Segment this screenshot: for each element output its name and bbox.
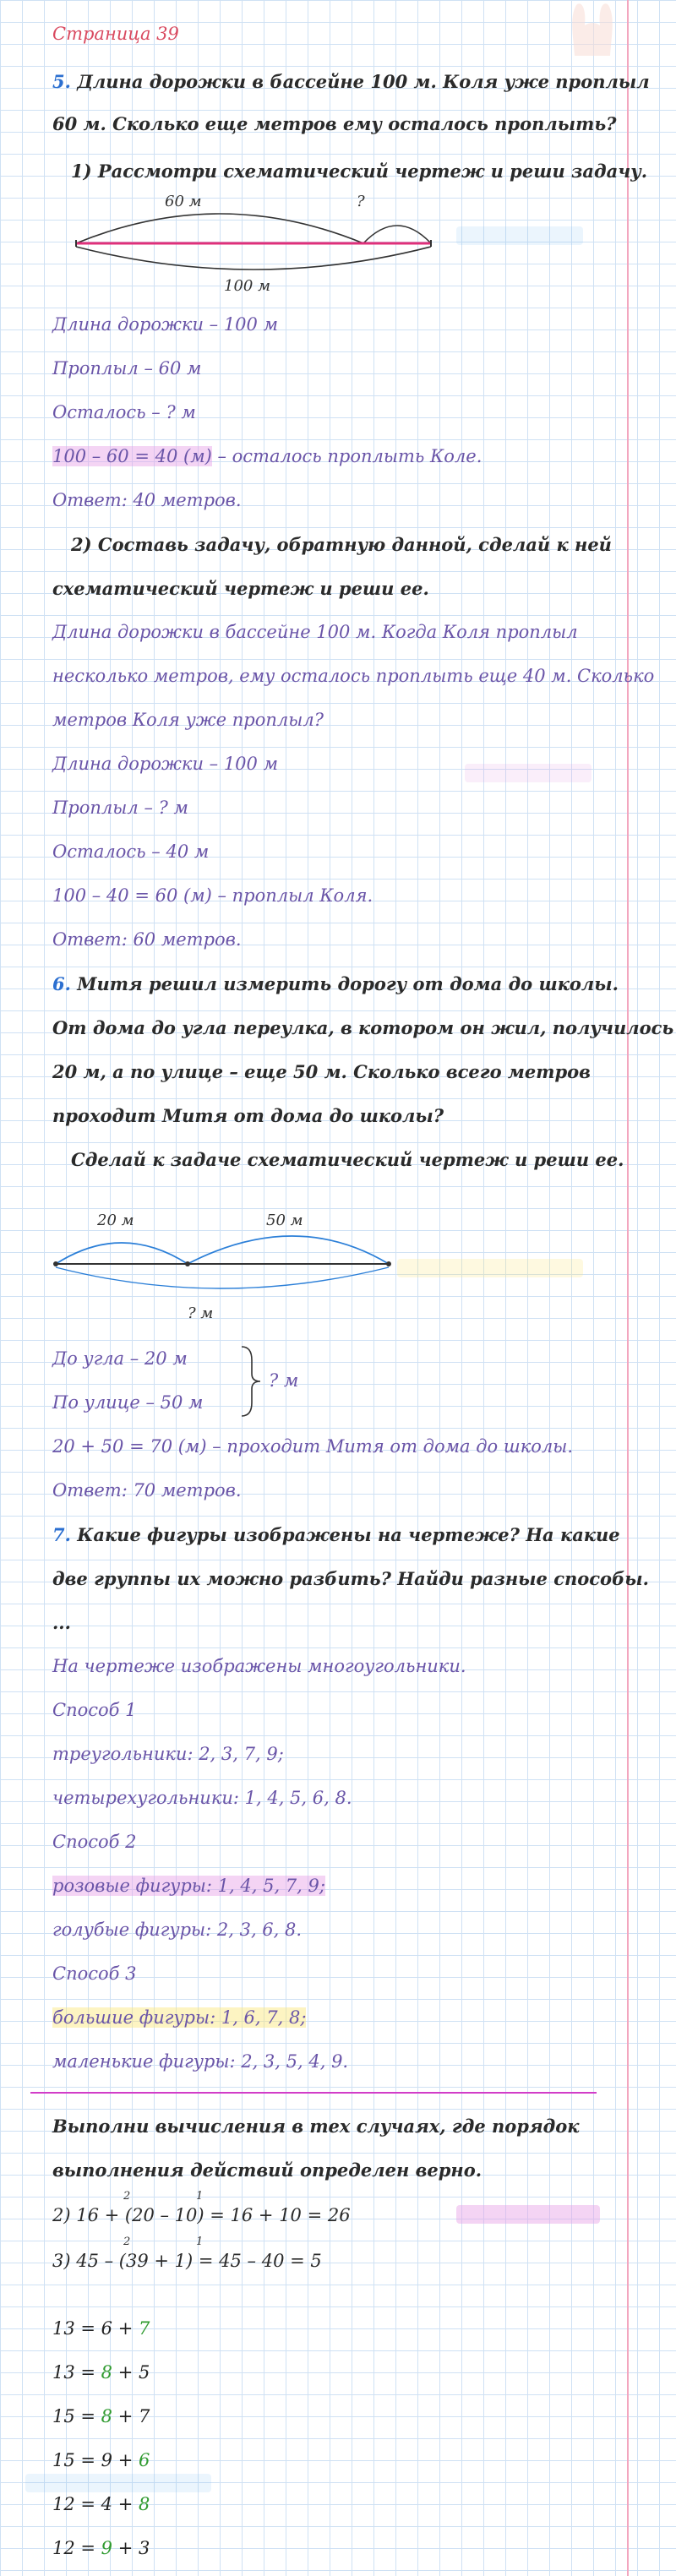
s2-line-3: Осталось – 40 м (52, 841, 210, 862)
s2-text-1: Длина дорожки в бассейне 100 м. Когда Коля проплыл (52, 622, 578, 642)
calc-1: 2) 16 + (20 – 10) = 16 + 10 = 26 (52, 2205, 351, 2225)
t6-equation: 20 + 50 = 70 (м) – проходит Митя от дома до школы. (52, 1436, 574, 1457)
d2-bottom-label: ? м (188, 1304, 214, 1322)
t7-way-2-line-1: розовые фигуры: 1, 4, 5, 7, 9; (52, 1876, 325, 1896)
s2-answer: Ответ: 60 метров. (52, 929, 242, 950)
task-6-line-4: проходит Митя от дома до школы? (52, 1105, 444, 1126)
t7-way-1: Способ 1 (52, 1700, 137, 1720)
t7-way-3-line-1: большие фигуры: 1, 6, 7, 8; (52, 2007, 307, 2028)
task-5-sub-2-line-2: схематический чертеж и реши ее. (52, 578, 429, 599)
sum-4: 15 = 9 + 6 (52, 2450, 150, 2470)
s1-equation: 100 – 60 = 40 (м) – осталось проплыть Коле. (52, 446, 482, 466)
d1-right-label: ? (357, 193, 365, 210)
brace-label: ? м (269, 1370, 299, 1391)
t7-way-2-line-2: голубые фигуры: 2, 3, 6, 8. (52, 1920, 303, 1940)
t7-way-1-line-2: четырехугольники: 1, 4, 5, 6, 8. (52, 1788, 352, 1808)
task-5-number: 5. (52, 71, 71, 92)
task-6-line-2: От дома до угла переулка, в котором он жил, получилось (52, 1017, 674, 1038)
t7-way-3: Способ 3 (52, 1963, 137, 1984)
sum-6: 12 = 9 + 3 (52, 2538, 150, 2558)
calc-1-order-mark-1: 2 (123, 2190, 131, 2203)
task-6-diagram (51, 1183, 406, 1322)
task-7-line-1: 7. Какие фигуры изображены на чертеже? На какие (52, 1524, 620, 1545)
s2-text-2: несколько метров, ему осталось проплыть еще 40 м. Сколько (52, 666, 655, 686)
watermark-block (25, 2474, 211, 2492)
d1-left-label: 60 м (165, 193, 202, 210)
watermark-block (397, 1259, 583, 1277)
brace-line-2: По улице – 50 м (52, 1392, 204, 1413)
t7-intro: На чертеже изображены многоугольники. (52, 1656, 466, 1676)
s1-answer: Ответ: 40 метров. (52, 490, 242, 510)
calc-2-order-mark-2: 1 (196, 2236, 204, 2248)
d2-left-label: 20 м (97, 1212, 134, 1229)
task-5-line-1: 5. Длина дорожки в бассейне 100 м. Коля уже проплыл (52, 71, 650, 92)
s1-line-2: Проплыл – 60 м (52, 358, 202, 379)
brace-line-1: До угла – 20 м (52, 1348, 188, 1369)
task-7-dots: ... (52, 1612, 71, 1633)
task-7-line-2: две группы их можно разбить? Найди разные способы. (52, 1568, 649, 1589)
s1-line-1: Длина дорожки – 100 м (52, 314, 278, 335)
calc-2-order-mark-1: 2 (123, 2236, 131, 2248)
rabbit-watermark-icon (558, 0, 625, 56)
watermark-block (465, 764, 592, 782)
task-7-number: 7. (52, 1524, 71, 1545)
task-8-line-1: Выполни вычисления в тех случаях, где порядок (52, 2116, 580, 2137)
page-title: Страница 39 (52, 24, 179, 44)
d2-right-label: 50 м (266, 1212, 303, 1229)
t7-way-2: Способ 2 (52, 1832, 137, 1852)
s2-text-3: метров Коля уже проплыл? (52, 710, 324, 730)
task-5-diagram-1 (68, 191, 439, 301)
watermark-block (456, 226, 583, 245)
task-5-line-2: 60 м. Сколько еще метров ему осталось проплыть? (52, 113, 617, 134)
s2-line-1: Длина дорожки – 100 м (52, 754, 278, 774)
sum-3: 15 = 8 + 7 (52, 2406, 150, 2426)
t7-way-1-line-1: треугольники: 2, 3, 7, 9; (52, 1744, 284, 1764)
task-6-number: 6. (52, 973, 71, 994)
calc-1-order-mark-2: 1 (196, 2190, 204, 2203)
highlight-mark (456, 2205, 600, 2224)
s1-line-3: Осталось – ? м (52, 402, 196, 422)
task-8-line-2: выполнения действий определен верно. (52, 2159, 482, 2181)
sum-2: 13 = 8 + 5 (52, 2362, 150, 2383)
sum-5: 12 = 4 + 8 (52, 2494, 150, 2514)
d1-bottom-label: 100 м (224, 277, 271, 295)
sum-1: 13 = 6 + 7 (52, 2318, 150, 2339)
page-margin-line (627, 0, 629, 2576)
section-divider (30, 2092, 597, 2094)
calc-2: 3) 45 – (39 + 1) = 45 – 40 = 5 (52, 2251, 322, 2271)
s2-line-2: Проплыл – ? м (52, 798, 188, 818)
s2-equation: 100 – 40 = 60 (м) – проплыл Коля. (52, 885, 373, 906)
t7-way-3-line-2: маленькие фигуры: 2, 3, 5, 4, 9. (52, 2051, 349, 2072)
t6-answer: Ответ: 70 метров. (52, 1480, 242, 1500)
task-6-line-1: 6. Митя решил измерить дорогу от дома до школы. (52, 973, 619, 994)
task-5-sub-2-line-1: 2) Составь задачу, обратную данной, сделай к ней (71, 534, 612, 555)
task-6-sub: Сделай к задаче схематический чертеж и реши ее. (71, 1149, 624, 1170)
curly-brace-icon (238, 1343, 264, 1419)
task-5-sub-1: 1) Рассмотри схематический чертеж и реши задачу. (71, 161, 648, 182)
task-6-line-3: 20 м, а по улице – еще 50 м. Сколько всего метров (52, 1061, 591, 1082)
